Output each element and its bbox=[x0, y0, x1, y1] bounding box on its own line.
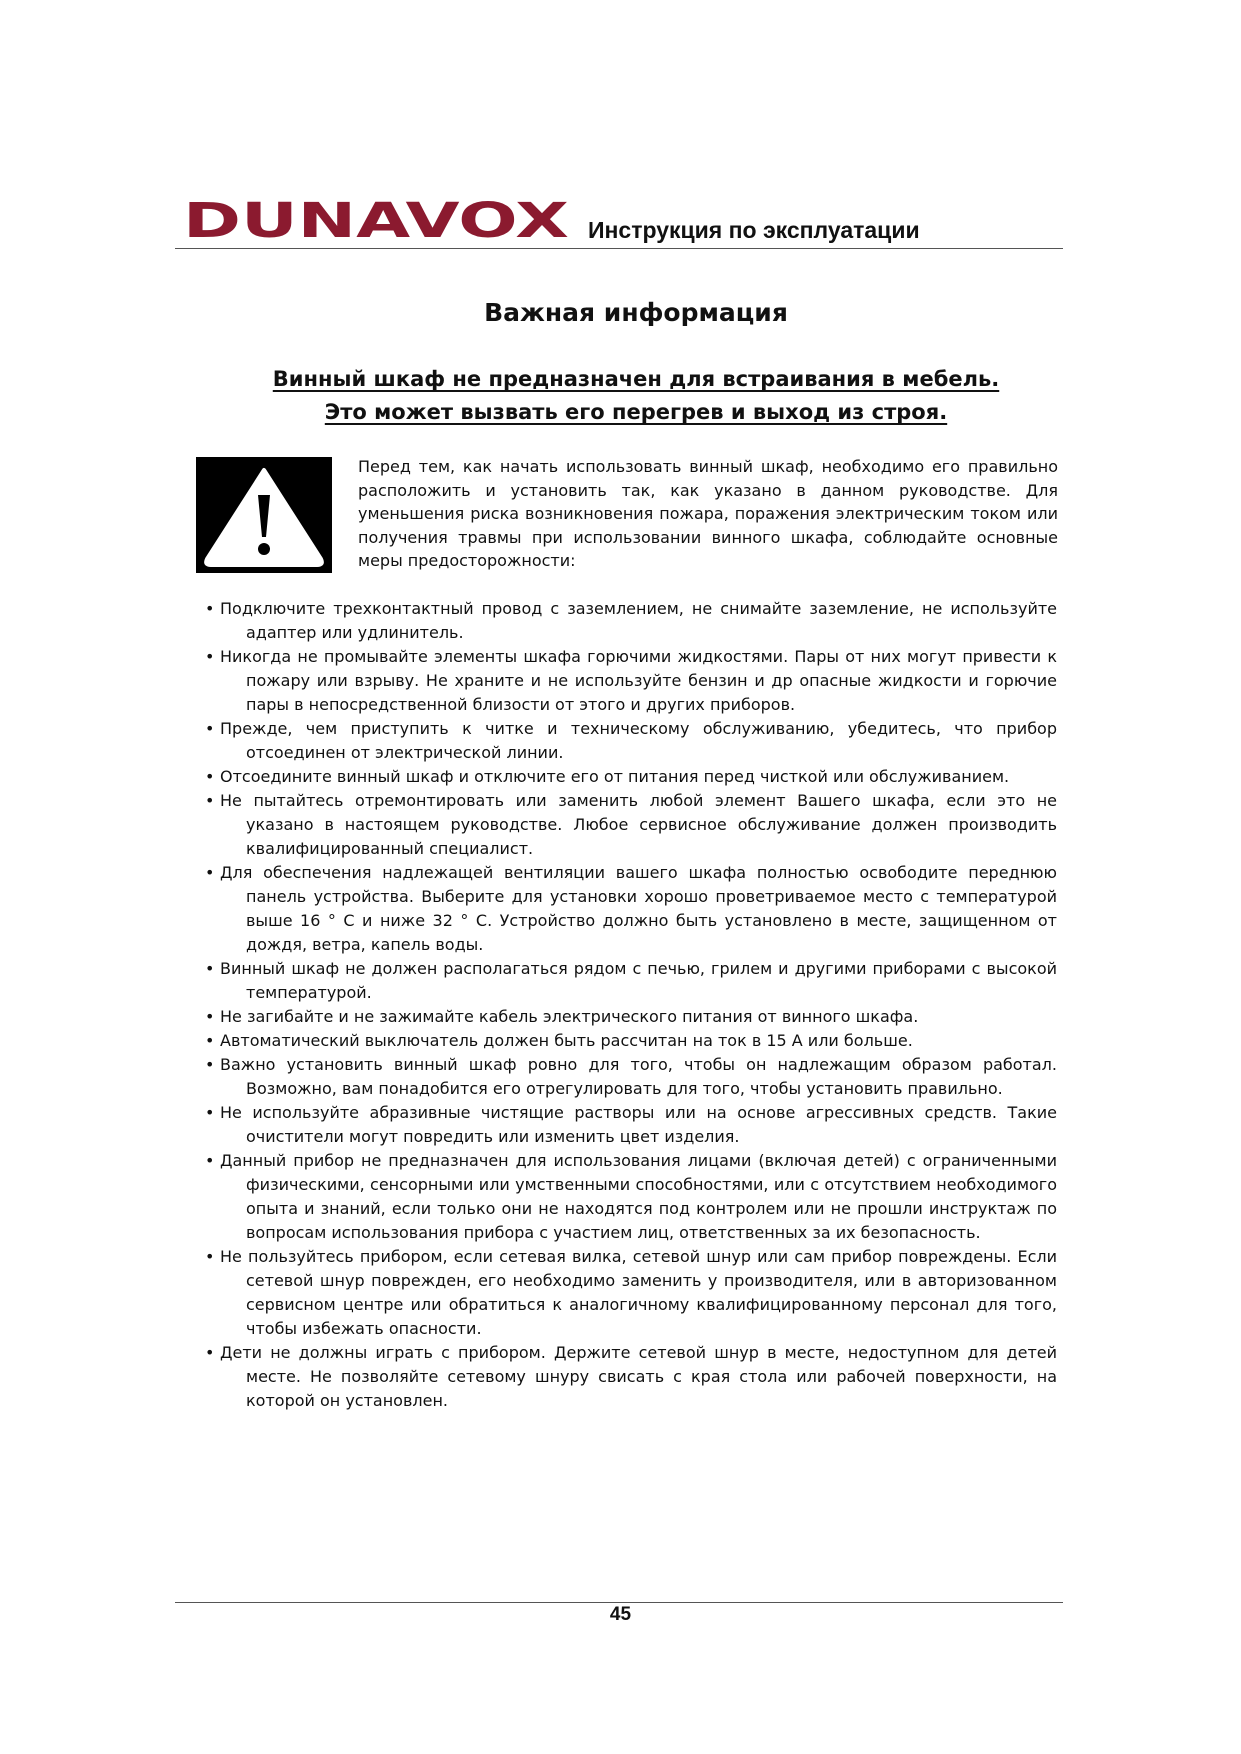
bullet-icon: • bbox=[205, 1247, 215, 1266]
bullet-icon: • bbox=[205, 863, 215, 882]
bullet-icon: • bbox=[205, 647, 215, 666]
page-title: Важная информация bbox=[484, 298, 788, 327]
bullet-icon: • bbox=[205, 767, 215, 786]
list-item: • Отсоедините винный шкаф и отключите его от питания перед чисткой или обслуживанием. bbox=[205, 765, 1057, 789]
bullet-icon: • bbox=[205, 791, 215, 810]
brand-text: DUNAVOX bbox=[183, 195, 569, 243]
bullet-icon: • bbox=[205, 719, 215, 738]
bullet-icon: • bbox=[205, 599, 215, 618]
page-header bbox=[175, 195, 1063, 247]
list-item: • Не загибайте и не зажимайте кабель электрического питания от винного шкафа. bbox=[205, 1005, 1057, 1029]
footer-divider bbox=[175, 1602, 1063, 1603]
bullet-icon: • bbox=[205, 1103, 215, 1122]
list-item: • Подключите трехконтактный провод с заземлением, не снимайте заземление, не используйте адаптер или удлинитель. bbox=[205, 599, 1057, 642]
list-item: • Не пользуйтесь прибором, если сетевая вилка, сетевой шнур или сам прибор повреждены. Если сетевой шнур поврежден, его необходимо заменить у производителя, или в авторизованном сервисном центре или обратиться к аналогичному квалифицированному персонал для того, чтобы избежать опасности. bbox=[205, 1247, 1057, 1338]
bullet-icon: • bbox=[205, 1031, 215, 1050]
list-item: • Автоматический выключатель должен быть рассчитан на ток в 15 А или больше. bbox=[205, 1029, 1057, 1053]
list-item: • Никогда не промывайте элементы шкафа горючими жидкостями. Пары от них могут привести к пожару или взрыву. Не храните и не используйте бензин и др опасные жидкости и горючие пары в непосредственной близости от этого и других приборов. bbox=[205, 647, 1057, 714]
safety-list bbox=[205, 597, 1057, 1413]
list-item: • Данный прибор не предназначен для использования лицами (включая детей) с ограниченными физическими, сенсорными или умственными способностями, или с отсутствием необходимого опыта и знаний, если только они не находятся под контролем или не прошли инструктаж по вопросам использования прибора с участием лиц, ответственных за их безопасность. bbox=[205, 1151, 1057, 1242]
warning-triangle-icon bbox=[196, 457, 332, 573]
warning-line-1: Винный шкаф не предназначен для встраивания в мебель. bbox=[272, 367, 1000, 391]
page-number: 45 bbox=[609, 1604, 632, 1625]
list-item: • Важно установить винный шкаф ровно для того, чтобы он надлежащим образом работал. Возможно, вам понадобится его отрегулировать для того, чтобы установить правильно. bbox=[205, 1055, 1057, 1098]
list-item: • Не пытайтесь отремонтировать или заменить любой элемент Вашего шкафа, если это не указано в настоящем руководстве. Любое сервисное обслуживание должен производить квалифицированный специалист. bbox=[205, 791, 1057, 858]
warning-line-2: Это может вызвать его перегрев и выход из строя. bbox=[324, 400, 948, 424]
list-item: • Дети не должны играть с прибором. Держите сетевой шнур в месте, недоступном для детей месте. Не позволяйте сетевому шнуру свисать с края стола или рабочей поверхности, на которой он установлен. bbox=[205, 1343, 1057, 1410]
list-item: • Винный шкаф не должен располагаться рядом с печью, грилем и другими приборами с высокой температурой. bbox=[205, 959, 1057, 1002]
list-item: • Для обеспечения надлежащей вентиляции вашего шкафа полностью освободите переднюю панель устройства. Выберите для установки хорошо проветриваемое место с температурой выше 16 ° С и ниже 32 ° С. Устройство должно быть установлено в месте, защищенном от дождя, ветра, капель воды. bbox=[205, 863, 1057, 954]
bullet-icon: • bbox=[205, 959, 215, 978]
dunavox-logo bbox=[183, 195, 571, 243]
bullet-icon: • bbox=[205, 1055, 215, 1074]
bullet-icon: • bbox=[205, 1343, 215, 1362]
list-item: • Прежде, чем приступить к читке и техническому обслуживанию, убедитесь, что прибор отсоединен от электрической линии. bbox=[205, 719, 1057, 762]
document-title: Инструкция по эксплуатации bbox=[588, 217, 920, 243]
intro-paragraph: Перед тем, как начать использовать винный шкаф, необходимо его правильно расположить и установить так, как указано в данном руководстве. Для уменьшения риска возникновения пожара, поражения электрическим током или получения травмы при использовании винного шкафа, соблюдайте основные меры предосторожности: bbox=[358, 457, 1058, 570]
list-item: • Не используйте абразивные чистящие растворы или на основе агрессивных средств. Такие очистители могут повредить или изменить цвет изделия. bbox=[205, 1103, 1057, 1146]
header-divider bbox=[175, 248, 1063, 249]
bullet-icon: • bbox=[205, 1151, 215, 1170]
bullet-icon: • bbox=[205, 1007, 215, 1026]
